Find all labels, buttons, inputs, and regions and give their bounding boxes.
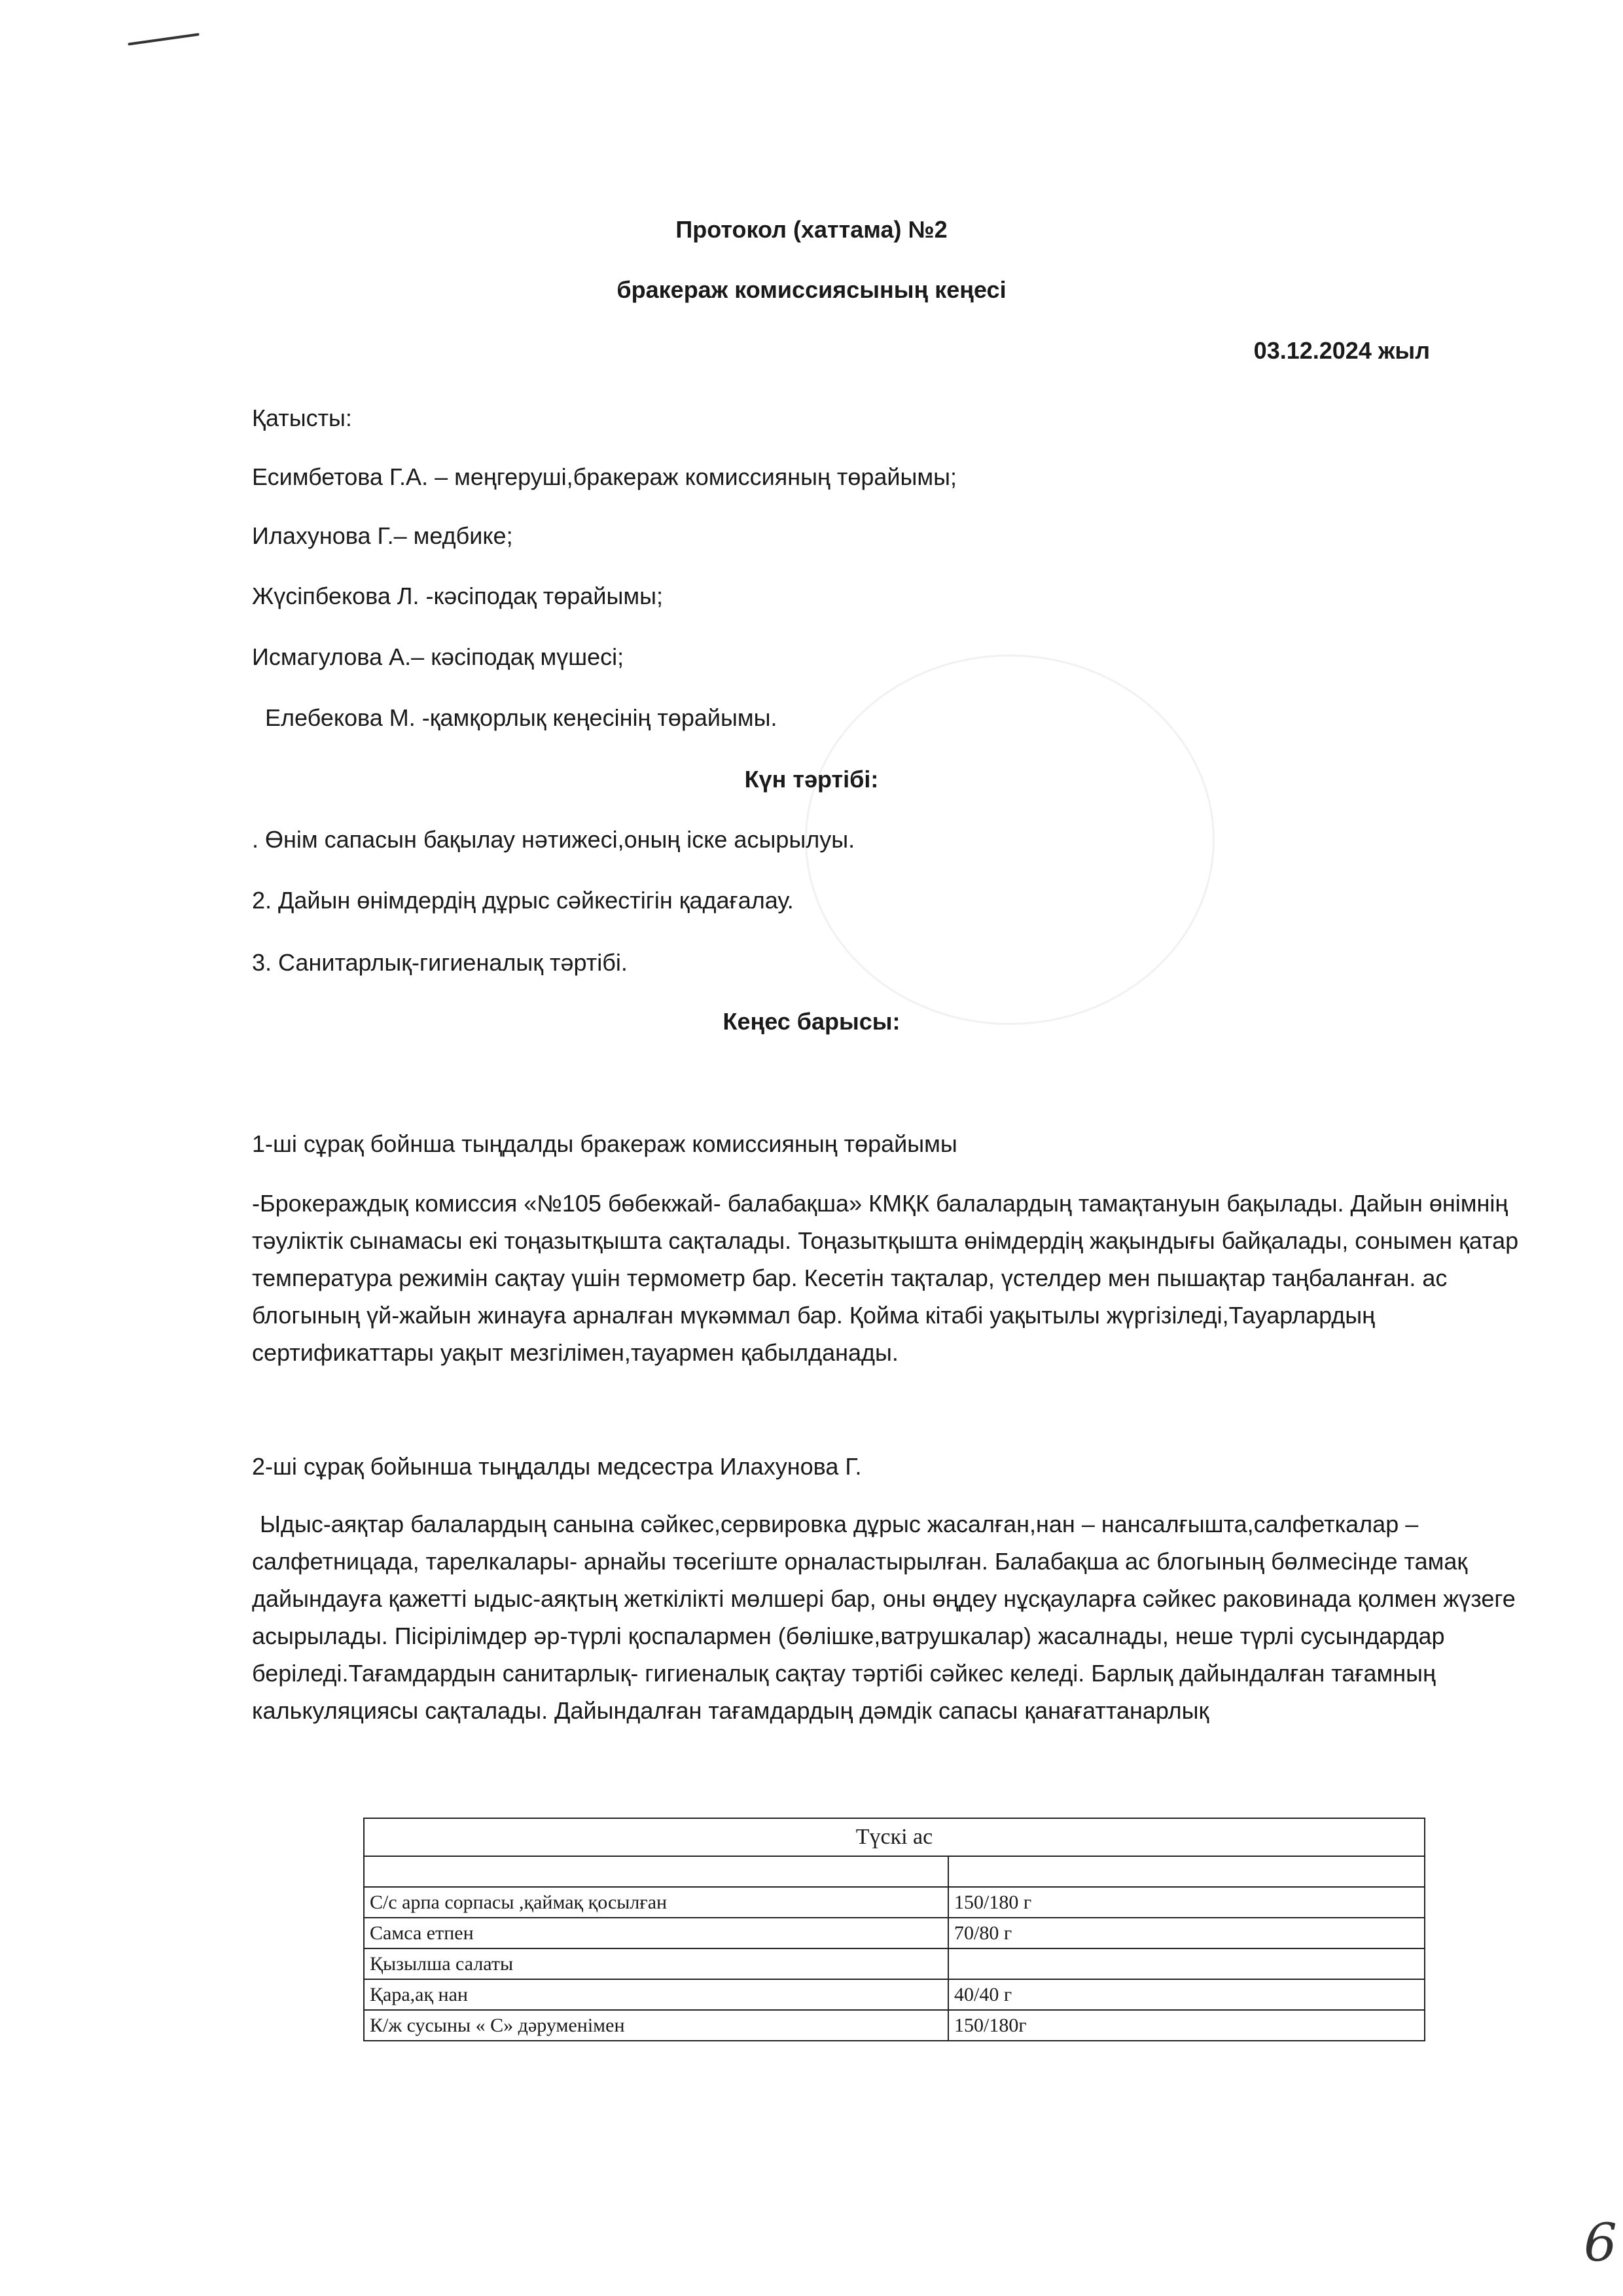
document-title: Протокол (хаттама) №2 bbox=[675, 216, 948, 243]
agenda-item: 2. Дайын өнімдердің дұрыс сәйкестігін қадағалау. bbox=[252, 887, 794, 914]
attendee-item: Жүсіпбекова Л. -кәсіподақ төрайымы; bbox=[252, 583, 663, 609]
dish-name: Қызылша салаты bbox=[364, 1948, 948, 1979]
dish-amount: 70/80 г bbox=[948, 1918, 1425, 1948]
table-row bbox=[364, 1856, 1425, 1887]
table-row bbox=[364, 1887, 1425, 1918]
table-row bbox=[364, 1948, 1425, 1979]
attendee-item: Елебекова М. -қамқорлық кеңесінің төрайымы. bbox=[265, 704, 777, 731]
dish-amount: 40/40 г bbox=[948, 1979, 1425, 2010]
table-row bbox=[364, 1979, 1425, 2010]
table-row bbox=[364, 2010, 1425, 2041]
document-date: 03.12.2024 жыл bbox=[1253, 337, 1430, 364]
dish-name: Самса етпен bbox=[364, 1918, 948, 1948]
dish-amount bbox=[948, 1856, 1425, 1887]
agenda-heading: Күн тәртібі: bbox=[744, 766, 879, 793]
question-1-text: -Брокераждық комиссия «№105 бөбекжай- балабақша» КМҚК балалардың тамақтануын бақылады. Дайын өнімнің тәуліктік сынамасы екі тоңазытқышта сақталады. Тоңазытқышта өнімдердің жақындығы байқалады, сонымен қатар температура режимін сақтау үшін термометр бар. Кесетін тақталар, үстелдер мен пышақтар таңбаланған. ас блогының үй-жайын жинауға арналған мүкәммал бар. Қойма кітабі уақытылы жүргізіледі,Тауарлардың сертификаттары уақыт мезгілімен,тауармен қабылданады. bbox=[252, 1190, 1519, 1366]
document-subtitle: бракераж комиссиясының кеңесі bbox=[616, 276, 1007, 303]
scan-pen-mark bbox=[128, 33, 199, 45]
dish-name bbox=[364, 1856, 948, 1887]
table-header-row bbox=[364, 1818, 1425, 1856]
proceedings-heading: Кеңес барысы: bbox=[722, 1008, 901, 1035]
agenda-item: 3. Санитарлық-гигиеналық тәртібі. bbox=[252, 949, 628, 976]
question-2-intro: 2-ші сұрақ бойынша тыңдалды медсестра Илахунова Г. bbox=[252, 1453, 862, 1480]
dish-name: Қара,ақ нан bbox=[364, 1979, 948, 2010]
dish-amount: 150/180 г bbox=[948, 1887, 1425, 1918]
question-2-text: Ыдыс-аяқтар балалардың санына сәйкес,сервировка дұрыс жасалған,нан – нансалғышта,салфеткалар –салфетницада, тарелкалары- арнайы төсегіште орналастырылған. Балабақша ас блогының бөлмесінде тамақ дайындауға қажетті ыдыс-аяқтың жеткілікті мөлшері бар, оны өңдеу нұсқауларға сәйкес раковинада қолмен жүзеге асырылады. Пісірілімдер әр-түрлі қоспалармен (бөлішке,ватрушкалар) жасалнады, неше түрлі сусындардар беріледі.Тағамдардын санитарлық- гигиеналық сақтау тәртібі сәйкес келеді. Барлық дайындалған тағамның калькуляциясы сақталады. Дайындалған тағамдардың дәмдік сапасы қанағаттанарлық bbox=[252, 1511, 1516, 1724]
faded-stamp-mark bbox=[805, 655, 1215, 1025]
attendee-item: Есимбетова Г.А. – меңгеруші,бракераж комиссияның төрайымы; bbox=[252, 463, 957, 490]
question-1-intro: 1-ші сұрақ бойнша тыңдалды бракераж комиссияның төрайымы bbox=[252, 1130, 957, 1157]
dish-amount bbox=[948, 1948, 1425, 1979]
dish-name: К/ж сусыны « С» дәруменімен bbox=[364, 2010, 948, 2041]
lunch-menu-table bbox=[363, 1818, 1425, 2041]
table-title: Түскі ас bbox=[364, 1818, 1425, 1856]
table-row bbox=[364, 1918, 1425, 1948]
attendees-label: Қатысты: bbox=[252, 404, 352, 431]
dish-amount: 150/180г bbox=[948, 2010, 1425, 2041]
handwritten-page-number: 6 bbox=[1584, 2212, 1617, 2273]
agenda-item: . Өнім сапасын бақылау нәтижесі,оның іске асырылуы. bbox=[252, 826, 855, 853]
attendee-item: Исмагулова А.– кәсіподақ мүшесі; bbox=[252, 643, 624, 670]
dish-name: С/с арпа сорпасы ,қаймақ қосылған bbox=[364, 1887, 948, 1918]
attendee-item: Илахунова Г.– медбике; bbox=[252, 522, 513, 549]
